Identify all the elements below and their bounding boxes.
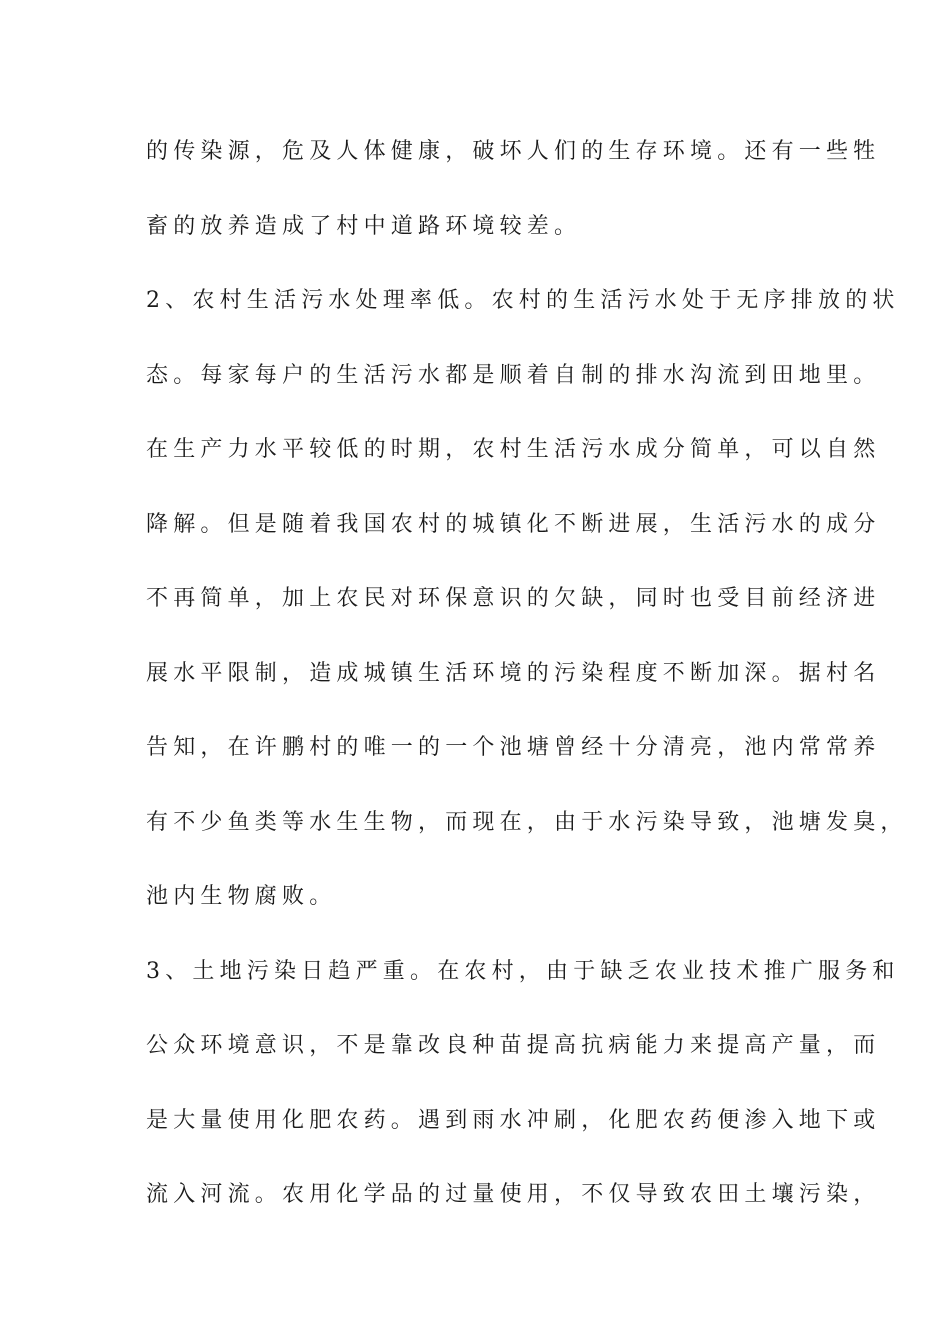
text-line: 畜的放养造成了村中道路环境较差。 <box>146 213 582 239</box>
text-line: 的传染源，危及人体健康，破坏人们的生存环境。还有一些牲 <box>146 139 881 164</box>
text-line: 展水平限制，造成城镇生活环境的污染程度不断加深。据村名 <box>146 660 881 686</box>
text-line: 告知，在许鹏村的唯一的一个池塘曾经十分清亮，池内常常养 <box>146 735 881 760</box>
text-line: 在生产力水平较低的时期，农村生活污水成分简单，可以自然 <box>146 437 881 462</box>
text-line: 是大量使用化肥农药。遇到雨水冲刷，化肥农药便渗入地下或 <box>146 1107 881 1133</box>
text-line: 流入河流。农用化学品的过量使用，不仅导致农田土壤污染， <box>146 1182 881 1207</box>
text-line: 态。每家每户的生活污水都是顺着自制的排水沟流到田地里。 <box>146 362 881 388</box>
text-line: 降解。但是随着我国农村的城镇化不断进展，生活污水的成分 <box>146 511 881 537</box>
text-line: 有不少鱼类等水生生物，而现在，由于水污染导致，池塘发臭， <box>146 809 908 835</box>
text-line: 池内生物腐败。 <box>146 884 337 909</box>
body-text <box>146 128 908 1246</box>
text-line: 公众环境意识，不是靠改良种苗提高抗病能力来提高产量，而 <box>146 1033 881 1058</box>
text-line: 3、土地污染日趋严重。在农村，由于缺乏农业技术推广服务和 <box>146 958 900 984</box>
text-line: 不再简单，加上农民对环保意识的欠缺，同时也受目前经济进 <box>146 586 881 611</box>
text-line: 2、农村生活污水处理率低。农村的生活污水处于无序排放的状 <box>146 288 900 313</box>
